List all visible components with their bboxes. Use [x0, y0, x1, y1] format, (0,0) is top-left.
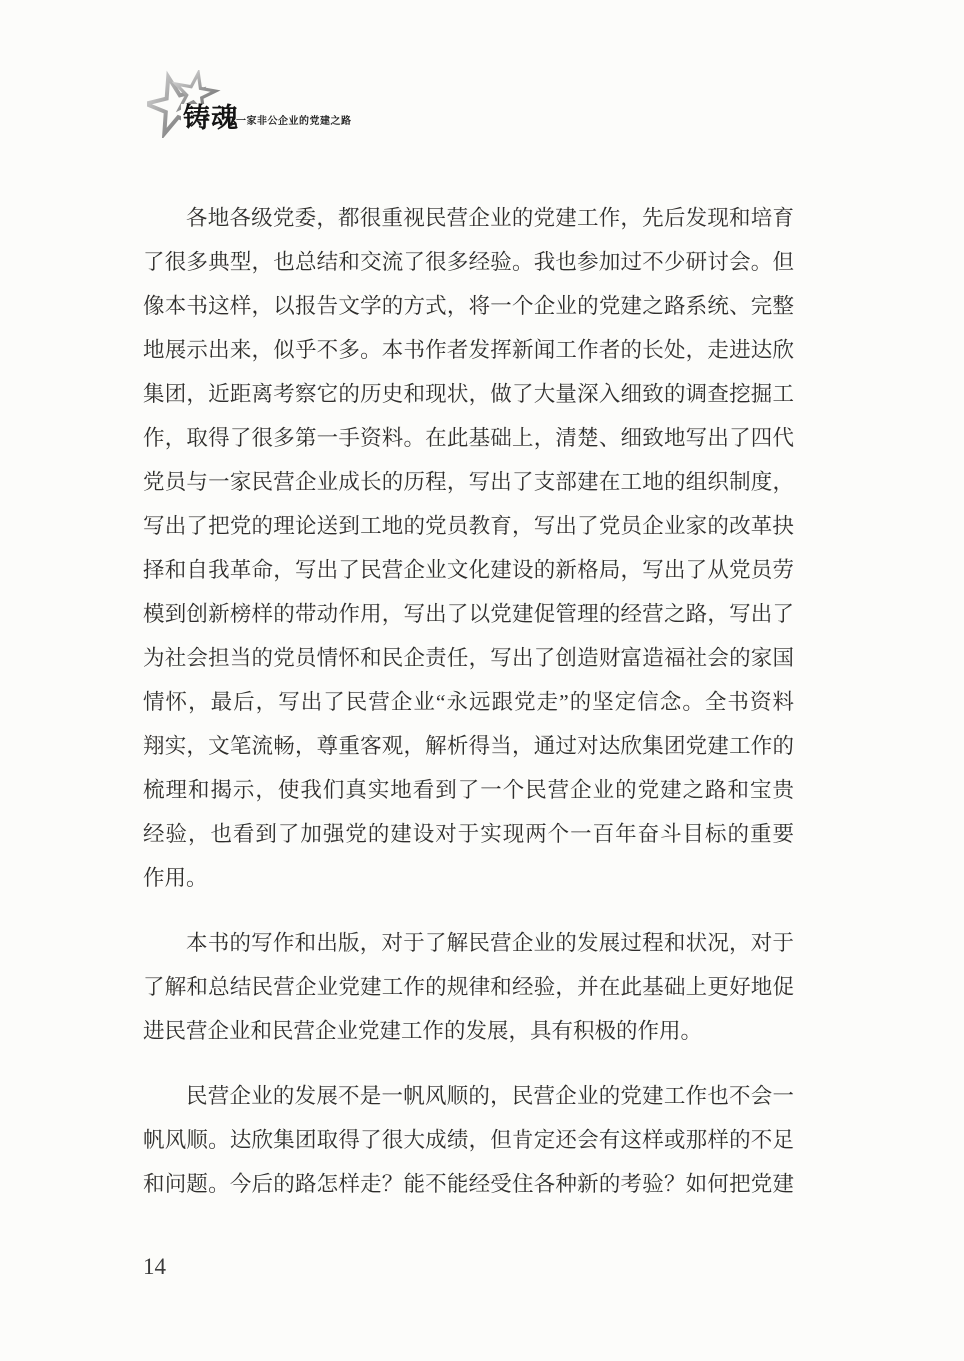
text-line: 党员与一家民营企业成长的历程，写出了支部建在工地的组织制度，	[143, 470, 794, 494]
text-line: 情怀，最后，写出了民营企业“永远跟党走”的坚定信念。全书资料	[143, 690, 794, 714]
text-line: 民营企业的发展不是一帆风顺的，民营企业的党建工作也不会一	[186, 1084, 794, 1108]
text-line: 集团，近距离考察它的历史和现状，做了大量深入细致的调查挖掘工	[143, 382, 794, 406]
text-line: 作用。	[143, 866, 208, 890]
text-line: 为社会担当的党员情怀和民企责任，写出了创造财富造福社会的家国	[143, 646, 794, 670]
text-line: 了解和总结民营企业党建工作的规律和经验，并在此基础上更好地促	[143, 975, 794, 999]
text-line: 地展示出来，似乎不多。本书作者发挥新闻工作者的长处，走进达欣	[143, 338, 794, 362]
logo-title: 铸魂	[183, 103, 239, 133]
text-body	[143, 196, 794, 1206]
text-line: 像本书这样，以报告文学的方式，将一个企业的党建之路系统、完整	[143, 294, 794, 318]
paragraph	[143, 196, 794, 900]
paragraph	[143, 921, 794, 1053]
text-line: 进民营企业和民营企业党建工作的发展，具有积极的作用。	[143, 1019, 703, 1043]
text-line: 经验，也看到了加强党的建设对于实现两个一百年奋斗目标的重要	[143, 822, 794, 846]
logo-subtitle: 一家非公企业的党建之路	[236, 116, 352, 127]
text-line: 翔实，文笔流畅，尊重客观，解析得当，通过对达欣集团党建工作的	[143, 734, 794, 758]
text-line: 本书的写作和出版，对于了解民营企业的发展过程和状况，对于	[186, 931, 794, 955]
paragraph	[143, 1074, 794, 1206]
text-line: 帆风顺。达欣集团取得了很大成绩，但肯定还会有这样或那样的不足	[143, 1128, 794, 1152]
text-line: 梳理和揭示，使我们真实地看到了一个民营企业的党建之路和宝贵	[143, 778, 794, 802]
text-line: 写出了把党的理论送到工地的党员教育，写出了党员企业家的改革抉	[143, 514, 794, 538]
text-line: 作，取得了很多第一手资料。在此基础上，清楚、细致地写出了四代	[143, 426, 794, 450]
book-logo	[147, 66, 567, 166]
text-line: 了很多典型，也总结和交流了很多经验。我也参加过不少研讨会。但	[143, 250, 794, 274]
text-line: 和问题。今后的路怎样走？能不能经受住各种新的考验？如何把党建	[143, 1172, 794, 1196]
page-number: 14	[143, 1254, 166, 1279]
text-line: 模到创新榜样的带动作用，写出了以党建促管理的经营之路，写出了	[143, 602, 794, 626]
text-line: 各地各级党委，都很重视民营企业的党建工作，先后发现和培育	[186, 206, 794, 230]
text-line: 择和自我革命，写出了民营企业文化建设的新格局，写出了从党员劳	[143, 558, 794, 582]
